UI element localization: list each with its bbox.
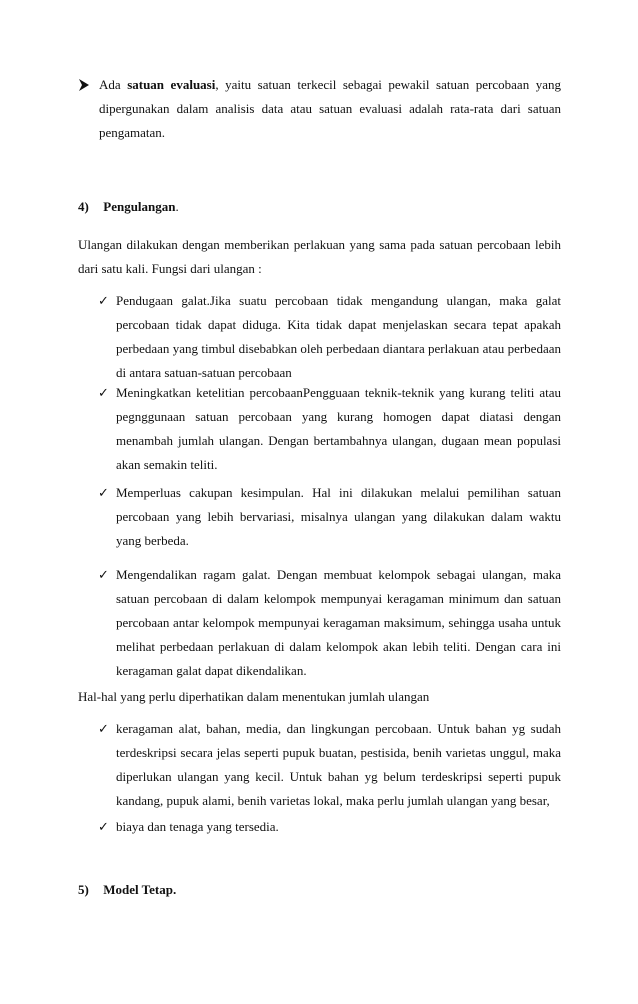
consideration-item-2: ✓ biaya dan tenaga yang tersedia. [98, 815, 561, 839]
section-5-number: 5) [78, 882, 89, 897]
considerations-intro: Hal-hal yang perlu diperhatikan dalam menentukan jumlah ulangan [78, 689, 430, 704]
section-4-intro: Ulangan dilakukan dengan memberikan perlakuan yang sama pada satuan percobaan lebih dari satu kali. Fungsi dari ulangan : [78, 237, 561, 276]
checkmark-icon: ✓ [98, 385, 109, 400]
satuan-evaluasi-text: Ada satuan evaluasi, yaitu satuan terkecil sebagai pewakil satuan percobaan yang dipergunakan dalam analisis data atau satuan evaluasi adalah rata-rata dari satuan pengamatan. [99, 77, 561, 140]
checkmark-icon: ✓ [98, 819, 109, 834]
function-item-4: ✓ Mengendalikan ragam galat. Dengan membuat kelompok sebagai ulangan, maka satuan percobaan di dalam kelompok mempunyai keragaman minimum dan satuan percobaan antar kelompok mempunyai keragaman maksimum, sehingga usaha untuk melihat perbedaan perlakuan di dalam kelompok akan lebih teliti. Dengan cara ini keragaman galat dapat dikendalikan. [98, 563, 561, 683]
satuan-evaluasi-bullet [78, 73, 561, 145]
arrow-bullet-icon [78, 78, 90, 92]
checkmark-icon: ✓ [98, 567, 109, 582]
function-item-3: ✓ Memperluas cakupan kesimpulan. Hal ini dilakukan melalui pemilihan satuan percobaan yang lebih bervariasi, misalnya ulangan yang dilakukan dalam waktu yang berbeda. [98, 481, 561, 553]
section-5-heading [78, 880, 176, 900]
section-4-number: 4) [78, 199, 89, 214]
satuan-evaluasi-term: satuan evaluasi [127, 77, 216, 92]
checkmark-icon: ✓ [98, 293, 109, 308]
checkmark-icon: ✓ [98, 485, 109, 500]
section-4-title: Pengulangan [103, 199, 176, 214]
section-5-title: Model Tetap. [103, 882, 177, 897]
checkmark-icon: ✓ [98, 721, 109, 736]
section-4-heading: 4) Pengulangan. [78, 197, 179, 217]
consideration-item-1: ✓ keragaman alat, bahan, media, dan lingkungan percobaan. Untuk bahan yg sudah terdeskripsi secara jelas seperti pupuk buatan, pestisida, benih varietas unggul, maka diperlukan ulangan yang kecil. Untuk bahan yg belum terdeskripsi seperti pupuk kandang, pupuk alami, benih varietas lokal, maka perlu jumlah ulangan yang besar, [98, 717, 561, 813]
function-item-2: ✓ Meningkatkan ketelitian percobaanPengguaan teknik-teknik yang kurang teliti atau pegnggunaan satuan percobaan yang kurang homogen dapat diatasi dengan menambah jumlah ulangan. Dengan bertambahnya ulangan, dugaan mean populasi akan semakin teliti. [98, 381, 561, 477]
function-item-1: ✓ Pendugaan galat.Jika suatu percobaan tidak mengandung ulangan, maka galat percobaan tidak dapat diduga. Kita tidak dapat menjelaskan secara tepat apakah perbedaan yang timbul disebabkan oleh perbedaan diantara perlakuan atau perbedaan di antara satuan-satuan percobaan [98, 289, 561, 385]
